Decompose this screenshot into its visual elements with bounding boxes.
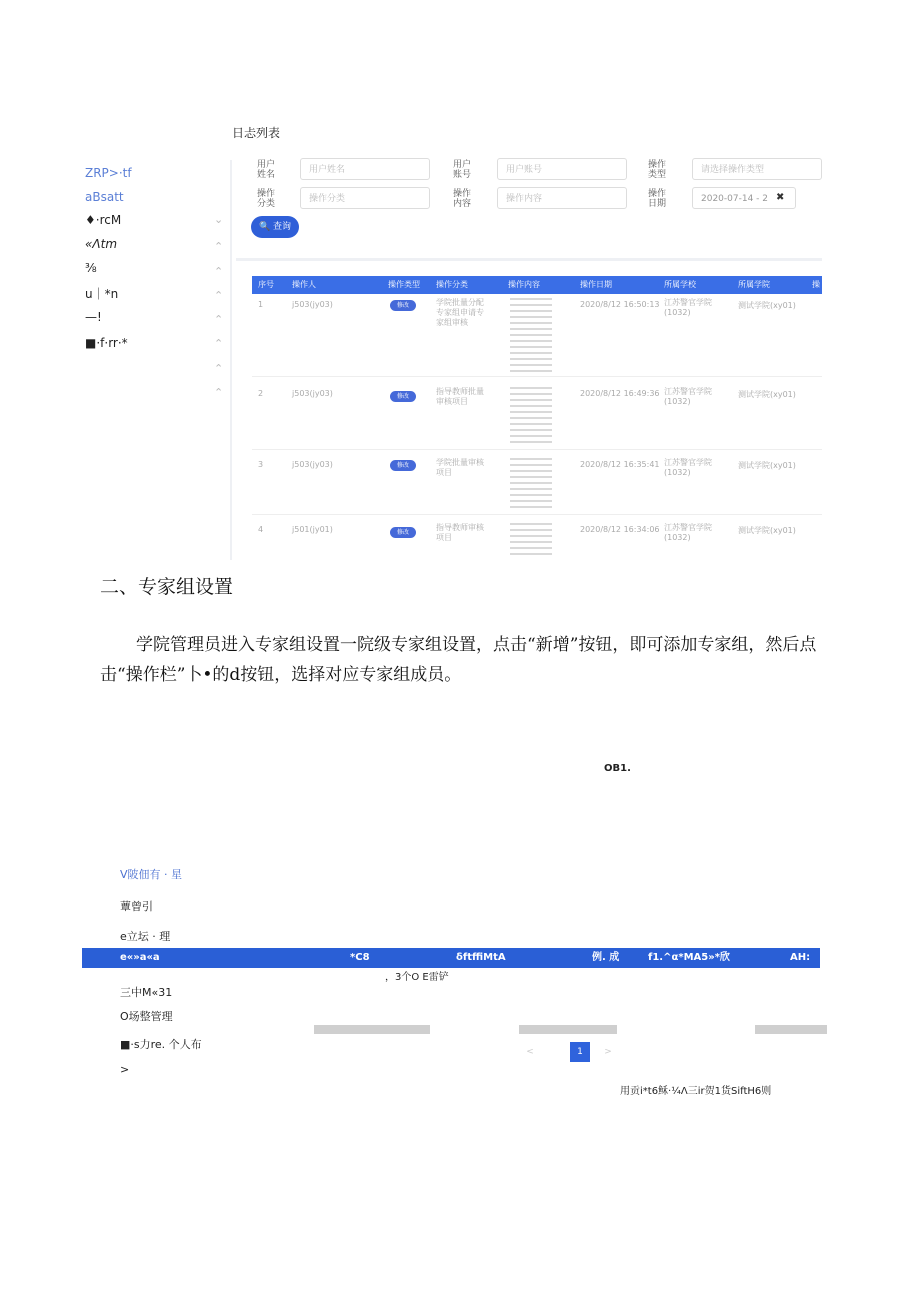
cell-index: 2 [258, 389, 264, 398]
cell-date: 2020/8/12 16:50:13 [580, 300, 660, 309]
nav-item[interactable]: O场整管理 [120, 1010, 173, 1023]
column-header: 操作类型 [388, 280, 420, 289]
chevron-down-icon[interactable]: ⌄ [214, 213, 224, 226]
table-row [252, 383, 822, 450]
nav-item[interactable]: 三中M«31 [120, 986, 173, 999]
search-button-label: 查询 [273, 222, 292, 232]
nav-item[interactable]: e立坛 · 理 [120, 930, 171, 943]
op-type-badge: 修改 [390, 527, 416, 538]
user-account-input[interactable]: 用户账号 [497, 158, 627, 180]
page-button-current[interactable]: 1 [570, 1042, 590, 1062]
table-header [252, 276, 822, 294]
chevron-up-icon[interactable]: ⌃ [214, 337, 224, 350]
cell-date: 2020/8/12 16:49:36 [580, 389, 660, 398]
user-name-label: 用户姓名 [257, 160, 276, 180]
column-header: 所属学院 [738, 280, 770, 289]
column-header: δftffiMtA [456, 952, 506, 963]
op-type-badge: 修改 [390, 391, 416, 402]
sidebar-item[interactable]: ZRP>·tf [85, 166, 132, 180]
prev-page-button[interactable]: < [526, 1047, 534, 1057]
search-icon: 🔍 [258, 222, 271, 232]
op-content-input[interactable]: 操作内容 [497, 187, 627, 209]
page-button-blank[interactable] [545, 1042, 565, 1062]
column-header: 序号 [258, 280, 274, 289]
section-heading: 二、专家组设置 [100, 576, 234, 598]
sidebar-item[interactable]: aBsatt [85, 190, 124, 204]
op-content-label: 操作内容 [453, 189, 472, 209]
table-header-bar [82, 948, 820, 968]
scrollbar[interactable] [519, 1025, 617, 1034]
table-row [252, 519, 822, 561]
scrollbar[interactable] [755, 1025, 827, 1034]
column-header: 操作分类 [436, 280, 468, 289]
nav-item[interactable]: > [120, 1063, 130, 1076]
sidebar-item[interactable]: ♦·rcM [85, 213, 122, 227]
cell-school: 江苏警官学院(1032) [664, 387, 712, 406]
cell-category: 学院批量分配专家组申请专家组审核 [436, 298, 484, 327]
sidebar-item[interactable]: ■·f·rr·* [85, 336, 128, 350]
chevron-up-icon[interactable]: ⌃ [214, 240, 224, 253]
sidebar-divider [230, 160, 232, 560]
chevron-up-icon[interactable]: ⌃ [214, 289, 224, 302]
cell-operator: j503(jy03) [292, 300, 333, 309]
table-row [252, 454, 822, 515]
nav-item[interactable]: V陂佃有 · 星 [120, 868, 183, 881]
cell-category: 指导教师批量审核项目 [436, 387, 484, 406]
search-button[interactable] [251, 216, 299, 238]
column-header: f1.^α*MA5»*欣 [648, 952, 730, 963]
cell-college: 测试学院(xy01) [738, 526, 796, 535]
cell-operator: j503(jy03) [292, 389, 333, 398]
section-divider [236, 258, 822, 261]
cell-college: 测试学院(xy01) [738, 301, 796, 310]
user-account-label: 用户账号 [453, 160, 472, 180]
chevron-up-icon[interactable]: ⌃ [214, 386, 224, 399]
cell-date: 2020/8/12 16:34:06 [580, 525, 660, 534]
chevron-up-icon[interactable]: ⌃ [214, 265, 224, 278]
column-header: 所属学校 [664, 280, 696, 289]
column-header: *C8 [350, 952, 370, 963]
sidebar-item[interactable]: u｜*n [85, 287, 119, 301]
column-header: 操作日期 [580, 280, 612, 289]
log-list-title: 日忐列表 [232, 126, 281, 140]
cell-category: 学院批量审核项目 [436, 458, 484, 477]
op-type-select[interactable]: 请选择操作类型 [692, 158, 822, 180]
cell-date: 2020/8/12 16:35:41 [580, 460, 660, 469]
body-paragraph: 学院管理员进入专家组设置一院级专家组设置，点击“新增”按钮，即可添加专家组，然后点击“操作栏”卜•的d按钮，选择对应专家组成员。 [100, 635, 817, 685]
clear-icon[interactable]: ✖ [776, 192, 785, 203]
chevron-up-icon[interactable]: ⌃ [214, 362, 224, 375]
column-header: AH: [790, 952, 811, 963]
cell-index: 4 [258, 525, 264, 534]
op-type-badge: 修改 [390, 460, 416, 471]
cell-school: 江苏警官学院(1032) [664, 298, 712, 317]
nav-item[interactable]: ■·s力re. 个人布 [120, 1038, 202, 1051]
op-date-input[interactable]: 2020-07-14 - 2 [692, 187, 796, 209]
user-name-input[interactable]: 用户姓名 [300, 158, 430, 180]
column-header: 操作人 [292, 280, 316, 289]
figure-label: OB1. [604, 763, 631, 774]
sidebar-item[interactable]: —! [85, 310, 102, 324]
cell-college: 测试学院(xy01) [738, 390, 796, 399]
cell-school: 江苏警官学院(1032) [664, 458, 712, 477]
op-type-label: 操作类型 [648, 160, 667, 180]
next-page-button[interactable]: > [604, 1047, 612, 1057]
cell-operator: j501(jy01) [292, 525, 333, 534]
cell-content [510, 387, 552, 445]
nav-item-active[interactable]: e«»a«a [120, 952, 160, 963]
op-category-input[interactable]: 操作分类 [300, 187, 430, 209]
column-header: 操 [812, 280, 820, 289]
cell-index: 1 [258, 300, 264, 309]
op-type-badge: 修改 [390, 300, 416, 311]
table-row [252, 294, 822, 377]
cell-index: 3 [258, 460, 264, 469]
cell-school: 江苏警官学院(1032) [664, 523, 712, 542]
cell-content [510, 458, 552, 510]
cell-content [510, 523, 552, 559]
footer-text: 用贡i*t6稣·¼Λ三ir贺1货SiftH6则 [620, 1086, 772, 1097]
cell-college: 测试学院(xy01) [738, 461, 796, 470]
cell-content [510, 298, 552, 372]
empty-note: ，3个O E雷铲 [385, 972, 449, 983]
op-category-label: 操作分类 [257, 189, 276, 209]
chevron-up-icon[interactable]: ⌃ [214, 313, 224, 326]
op-date-label: 操作日期 [648, 189, 667, 209]
cell-category: 指导教师审核项目 [436, 523, 484, 542]
sidebar-item[interactable]: ⅜ [85, 261, 97, 275]
scrollbar[interactable] [314, 1025, 430, 1034]
column-header: 操作内容 [508, 280, 540, 289]
cell-operator: j503(jy03) [292, 460, 333, 469]
sidebar-item[interactable]: «Λtm [85, 237, 118, 251]
nav-item[interactable]: 蕈曾引 [120, 900, 153, 913]
column-header: 例. 成 [592, 952, 620, 963]
